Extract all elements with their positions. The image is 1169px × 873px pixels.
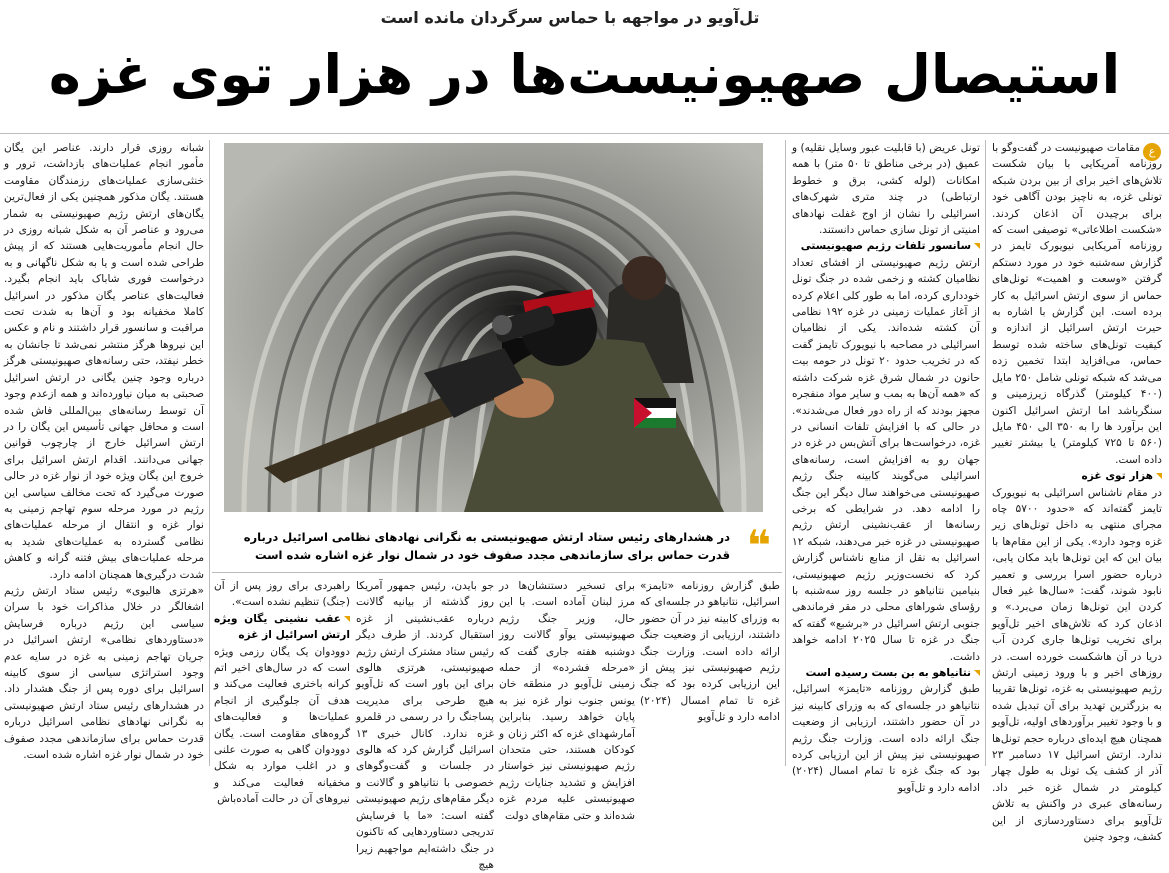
tunnel-photo	[224, 143, 763, 512]
column-second	[792, 140, 980, 794]
tunnel-photo-image	[224, 143, 763, 512]
paragraph: در مقام ناشناس اسرائیلی به نیویورک تایمز گفته‌اند که «حدود ۵۷۰۰ چاه مجرای منتهی به داخل تونل‌های زیر غزه وجود دارد». یکی از این مقام‌ها با بیان این که این تونل‌ها باید مکان یابی، درباره حضور اسرا بررسی و تعمیر نابود شوند، گفت: «سال‌ها غیر فعال کردن این تونل‌ها زمان می‌برد.» و اذعان کرد که تلاش‌های اخیر تل‌آویو برای تخریب تونل‌ها جاری کردن آب دریا در آن هاشکست خورده است. در روزهای اخیر و با ورود زمینی ارتش رژیم صهیونیستی به غزه، تونل‌ها تقریبا به بزرگترین تهدید برای آن تبدیل شده و با وجود تغییر برآوردهای اولیه، تل‌آویو همچنان هیچ ایده‌ای درباره حجم تونل‌ها ندارد. ارتش اسرائیل ۱۷ دسامبر ۲۳ آذر از کشف یک تونل به طول چهار کیلومتر در شمال غزه خبر داد. رسانه‌های عبری در واکنش به تلاش تل‌آویو برای دستاوردسازی از این کشف، وجود چنین	[992, 486, 1162, 844]
rule-vertical-3	[209, 140, 210, 766]
column-lower-4	[640, 578, 780, 762]
headline: استیصال صهیونیست‌ها در هزار توی غزه	[48, 43, 1121, 106]
rule-under-caption	[212, 572, 782, 573]
paragraph: برای تسخیر دستنشان‌ها در مرز لبنان آماده است. با این حال، وزیر جنگ رژیم صهیونیستی یوآو گالانت روز دوشنبه هفته جاری گفت که «مرحله فشرده» از حمله زمینی تل‌آویو در منطقه خان یونس جنوب نوار غزه نیز به پایان خواهد رسید. بنابراین آمارشهدای غزه که اکثر زنان و کودکان هستند، حتی متحدان رژیم صهیونیستی نیز خواستار افزایش و تشدید جنایات رژیم صهیونیستی علیه مردم غزه شده‌اند و حتی مقام‌های دولت	[499, 580, 635, 822]
paragraph: «هرتزی هالیوی» رئیس ستاد ارتش رژیم اشغالگر در خلال مذاکرات خود با سران سیاسی این رژیم درباره فرسایش «دستاوردهای نظامی» ارتش اسرائیل در جریان تهاجم زمینی به غزه در سایه عدم وجود استراتژی سیاسی از سوی کابینه اسرائیل برای دوره پس از جنگ هشدار داد. در هشدارهای رئیس ستاد ارتش صهیونیستی به نگرانی نهادهای نظامی اسرائیل درباره قدرت حماس برای سازماندهی مجدد صفوف خود در شمال نوار غزه اشاره شده است.	[4, 584, 204, 762]
paragraph: ارتش رژیم صهیونیستی از افشای تعداد نظامیان کشته و زخمی شده در جنگ تونل خودداری کرده، اما به طور کلی اعلام کرده از آغاز عملیات زمینی در غزه ۱۹۲ نظامی آن کشته شده‌اند. یکی از نظامیان اسرائیلی در مصاحبه با نیویورک تایمز گفت که در تخریب حدود ۲۰ تونل در حومه بیت حانون در شمال شرق غزه شرکت داشته که «همه آن‌ها به بمب و سایر مواد منفجره مجهز بودند که از راه دور فعال می‌شدند». در حالی که با افزایش تلفات انسانی در غزه، درخواست‌ها برای آتش‌بس در غزه در جهان رو به افزایش است، رسانه‌های اسرائیلی می‌گویند کابینه جنگ رژیم صهیونیستی می‌خواهند سال دیگر این جنگ را ادامه دهد. در شرایطی که برخی رسانه‌ها از عقب‌نشینی ارتش رژیم صهیونیستی در غزه خبر می‌دهند، شبکه ۱۲ اسرائیل به نقل از منابع ناشناس گزارش کرد که نخست‌وزیر رژیم صهیونیستی، بنیامین نتانیاهو در جلسه روز سه‌شنبه با رؤسای شوراهای محلی در مقر فرماندهی جنوبی ارتش اسرائیل در «برشبع» گفته که جنگ در غزه تا سال ۲۰۲۵ ادامه خواهد داشت.	[792, 256, 980, 663]
column-lower-1	[214, 578, 350, 806]
subheading	[792, 665, 980, 681]
paragraph: دوودوان یک یگان رزمی ویژه است که در سال‌های اخیر اتم کرانه باختری فعالیت می‌کند و هدف آن جلوگیری از انجام عملیات‌ها و فعالیت‌های گروه‌های مقاومت است. یگان دوودوان گاهی به صورت علنی و در اغلب موارد به شکل مخفیانه فعالیت می‌کند و نیروهای آن در حالت آماده‌باش	[214, 645, 350, 806]
logo-icon: ع	[1143, 143, 1161, 161]
column-lower-3	[499, 578, 635, 822]
column-lower-2	[356, 578, 494, 871]
subheading-text: سانسور تلفات رژیم صهیونیستی	[800, 240, 971, 253]
subheading	[214, 611, 350, 644]
subheading	[792, 238, 980, 254]
kicker: تل‌آویو در مواجهه با حماس سرگردان مانده است	[380, 8, 760, 27]
subheading-text: نتانیاهو به بن بست رسیده است	[805, 667, 971, 679]
paragraph: طبق گزارش روزنامه «تایمز» اسرائیل، نتانیاهو در جلسه‌ای که به وزرای کابینه نیز در آن حضور داشتند، ارزیابی از وضعیت جنگ ارائه داده است. وزارت جنگ رژیم صهیونیستی نیز پیش از این ارزیابی کرده بود که جنگ غزه تا تمام امسال (۲۰۲۴) ادامه دارد و تل‌آویو	[792, 683, 980, 794]
paragraph: شبانه روزی قرار دارند. عناصر این یگان مأمور انجام عملیات‌های بازداشت، ترور و خنثی‌سازی عملیات‌های رزمندگان مقاومت هستند. یگان مذکور همچنین یکی از فعال‌ترین یگان‌های ارتش رژیم صهیونیستی به شمار می‌رود و عناصر آن به شکل شبانه روزی در حال انجام مأموریت‌هایی هستند که از پیش طراحی شده است و یا به شکل ناگهانی و به درخواست فوری شاباک باید انجام بگیرد. فعالیت‌های عناصر یگان مذکور در اسرائیل کاملا مخفیانه بود و آن‌ها به شدت تحت مراقبت و سانسور قرار داشتند و نام و عکس این نیروها هرگز منتشر نمی‌شد تا جانشان به خطر نیفتد، حتی رسانه‌های صهیونیستی هرگز درباره وجود چنین یگانی در ارتش اسرائیل صحبتی به میان نیاورده‌اند و همه ازعدم وجود آن توسط رسانه‌های بین‌المللی فاش شده است و محافل جهانی تأسیس این یگان را در ارتش اسرائیل خارج از چارچوب قوانین جهانی می‌دانند. اقدام ارتش اسرائیل برای خروج این یگان ویژه خود از نوار غزه در حالی صورت می‌گیرد که تحت مخالف سیاسی این رژیم در مورد مرحله سوم تهاجم زمینی به نوار غزه و انتقال از مرحله عملیات‌های نظامی گسترده به عملیات‌های شدید به مرحله عملیات‌های بیش فتنه گرانه و کاهش شدت درگیری‌ها همچنان ادامه دارد.	[4, 142, 204, 581]
paragraph: مقامات صهیونیست در گفت‌وگو با روزنامه آمریکایی با بیان شکست تلاش‌های اخیر برای از بین بردن شبکه تونلی غزه، به ناچیز بودن آگاهی خود برای برچیدن آن اذعان کردند. «شکست اطلاعاتی» توصیفی است که روزنامه آمریکایی نیویورک تایمز در گزارش سه‌شنبه خود در مورد دستکم گرفتن «وسعت و اهمیت» تونل‌های حماس از سوی ارتش اسرائیل به کار برده است. این گزارش با اشاره به حیرت ارتش اسرائیل از اندازه و کیفیت تونل‌های ساخته شده توسط حماس، می‌افزاید ابتدا تخمین زده می‌شد که شبکه تونلی شامل ۲۵۰ مایل (۴۰۰ کیلومتر) گذرگاه زیرزمینی و سنگرباشد اما ارتش اسرائیل اکنون این برآورد ها را به ۳۵۰ الی ۴۵۰ مایل (۵۶۰ تا ۷۲۵ کیلومتر) یا بیشتر تغییر داده است.	[992, 142, 1162, 466]
paragraph: تونل عریض (با قابلیت عبور وسایل نقلیه) و عمیق (در برخی مناطق تا ۵۰ متر) با همه امکانات (لوله کشی، برق و خطوط ارتباطی) در چند متری شهرک‌های اسرائیلی را نشان از اوج غفلت نهادهای امنیتی از تونل سازی حماس دانستند.	[792, 142, 980, 237]
quote-icon: ❝	[746, 521, 772, 570]
paragraph: طبق گزارش روزنامه «تایمز» اسرائیل، نتانیاهو در جلسه‌ای که به وزرای کابینه نیز در آن حضور داشتند، ارزیابی از وضعیت جنگ ارائه داده است. وزارت جنگ رژیم صهیونیستی نیز پیش از این ارزیابی کرده بود که جنگ غزه تا تمام امسال (۲۰۲۴) ادامه دارد و تل‌آویو	[640, 580, 780, 724]
column-right	[992, 140, 1162, 844]
subheading-text: عقب نشینی یگان ویژه ارتش اسرائیل از غزه	[214, 612, 350, 642]
rule-top	[0, 133, 1169, 134]
rule-vertical-1	[985, 140, 986, 766]
photo-caption: در هشدارهای رئیس ستاد ارتش صهیونیستی به نگرانی نهادهای نظامی اسرائیل درباره قدرت حماس برای سازماندهی مجدد صفوف خود در شمال نوار غزه اشاره شده است	[243, 530, 730, 562]
rule-vertical-2	[785, 140, 786, 766]
subheading-text: هزار توی غزه	[1081, 470, 1153, 483]
column-left	[4, 140, 204, 760]
paragraph: جو بایدن، رئیس جمهور آمریکا روز گذشته از بیانیه گالانت درباره عقب‌نشینی از غزه استقبال کردند. از طرف دیگر رئیس ستاد مشترک ارتش رژیم صهیونیستی، هرتزی هالوی برای این باور است که تل‌آویو هیچ طرحی برای مدیریت پساجنگ را در رسمی در قلمرو غزه ندارد. کانال خبری ۱۳ اسرائیل گزارش کرد که هالوی در جلسات و گفت‌وگوهای خصوصی با نتانیاهو و گالانت و دیگر مقام‌های رژیم صهیونیستی گفته است: «ما با فرسایش تدریجی دستاوردهایی که تاکنون در جنگ داشته‌ایم مواجهیم زیرا هیچ	[356, 580, 494, 871]
paragraph: راهبردی برای روز پس از آن (جنگ) تنظیم نشده است».	[214, 580, 350, 609]
subheading	[992, 468, 1162, 484]
